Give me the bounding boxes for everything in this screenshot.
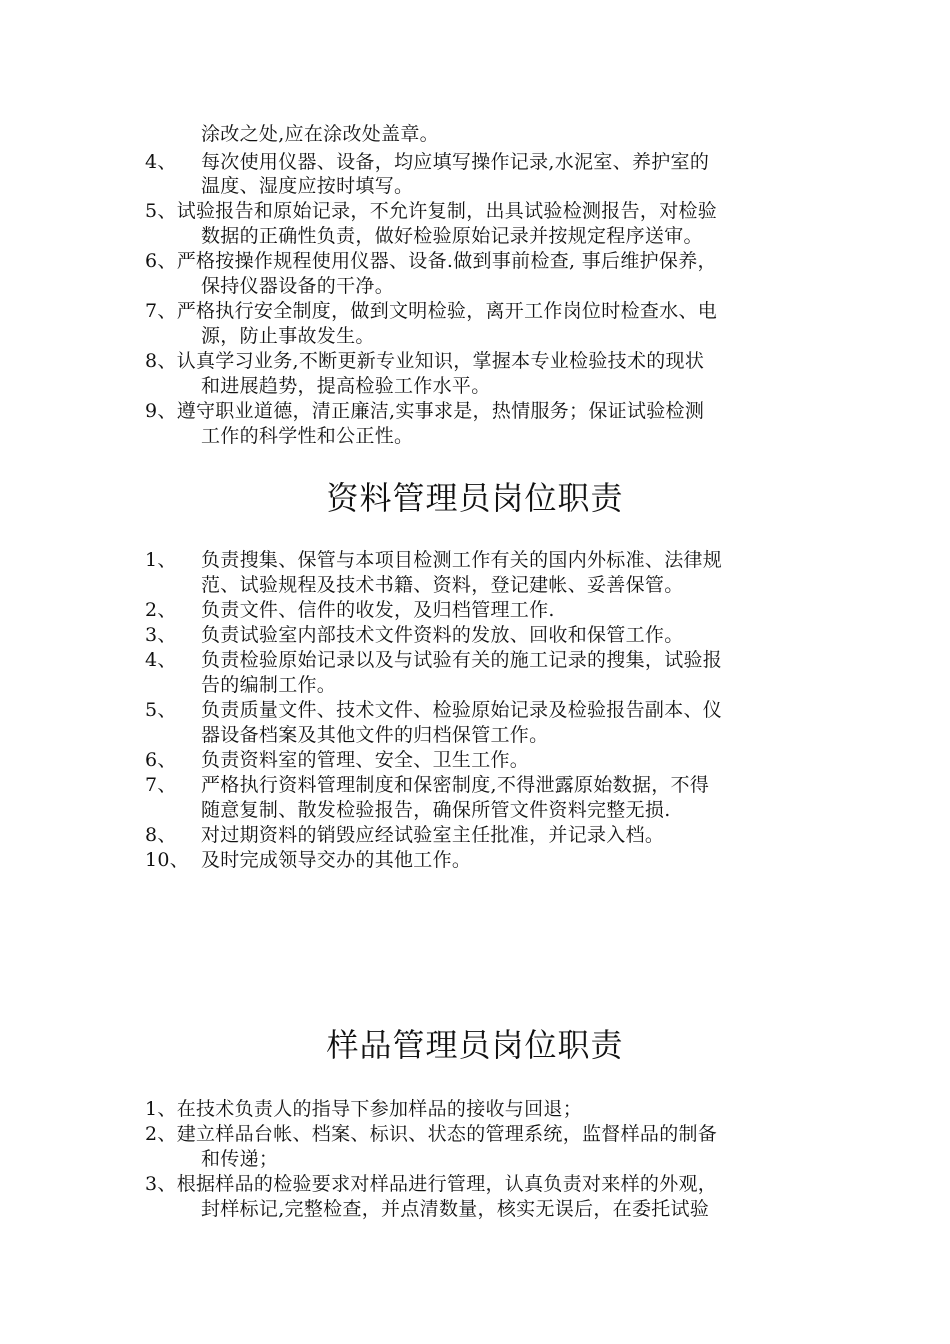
list-item: 5、试验报告和原始记录，不允许复制，出具试验检测报告，对检验 [145, 200, 718, 222]
text-line: 源，防止事故发生。 [201, 325, 375, 347]
text-line: 涂改之处,应在涂改处盖章。 [201, 123, 439, 145]
text-line: 和传递； [201, 1148, 279, 1170]
text-line: 保持仪器设备的干净。 [201, 275, 395, 297]
text-line: 数据的正确性负责，做好检验原始记录并按规定程序送审。 [201, 225, 703, 247]
list-item: 10、 及时完成领导交办的其他工作。 [145, 849, 472, 871]
list-item: 4、 每次使用仪器、设备，均应填写操作记录,水泥室、养护室的 [145, 151, 710, 173]
list-item: 4、 负责检验原始记录以及与试验有关的施工记录的搜集，试验报 [145, 649, 723, 671]
text-line: 告的编制工作。 [201, 674, 337, 696]
list-item: 3、根据样品的检验要求对样品进行管理，认真负责对来样的外观， [145, 1173, 718, 1195]
list-item: 5、 负责质量文件、技术文件、检验原始记录及检验报告副本、仪 [145, 699, 723, 721]
list-item: 9、遵守职业道德，清正廉洁,实事求是，热情服务；保证试验检测 [145, 400, 705, 422]
text-line: 器设备档案及其他文件的归档保管工作。 [201, 724, 549, 746]
list-item: 6、 负责资料室的管理、安全、卫生工作。 [145, 749, 530, 771]
list-item: 1、在技术负责人的指导下参加样品的接收与回退； [145, 1098, 583, 1120]
list-item: 3、 负责试验室内部技术文件资料的发放、回收和保管工作。 [145, 624, 684, 646]
text-line: 封样标记,完整检查，并点清数量，核实无误后，在委托试验 [201, 1198, 710, 1220]
section-title-data-manager: 资料管理员岗位职责 [326, 479, 624, 517]
list-item: 2、建立样品台帐、档案、标识、状态的管理系统，监督样品的制备 [145, 1123, 718, 1145]
list-item: 2、 负责文件、信件的收发，及归档管理工作. [145, 599, 555, 621]
text-line: 温度、湿度应按时填写。 [201, 175, 414, 197]
list-item: 1、 负责搜集、保管与本项目检测工作有关的国内外标准、法律规 [145, 549, 723, 571]
text-line: 随意复制、散发检验报告，确保所管文件资料完整无损. [201, 799, 671, 821]
section-title-sample-manager: 样品管理员岗位职责 [326, 1026, 624, 1064]
list-item: 8、认真学习业务,不断更新专业知识，掌握本专业检验技术的现状 [145, 350, 705, 372]
list-item: 6、严格按操作规程使用仪器、设备.做到事前检查, 事后维护保养， [145, 250, 717, 272]
text-line: 和进展趋势，提高检验工作水平。 [201, 375, 491, 397]
list-item: 7、严格执行安全制度，做到文明检验，离开工作岗位时检查水、电 [145, 300, 718, 322]
list-item: 7、 严格执行资料管理制度和保密制度,不得泄露原始数据，不得 [145, 774, 710, 796]
text-line: 范、试验规程及技术书籍、资料，登记建帐、妥善保管。 [201, 574, 684, 596]
text-line: 工作的科学性和公正性。 [201, 425, 414, 447]
list-item: 8、 对过期资料的销毁应经试验室主任批准，并记录入档。 [145, 824, 665, 846]
